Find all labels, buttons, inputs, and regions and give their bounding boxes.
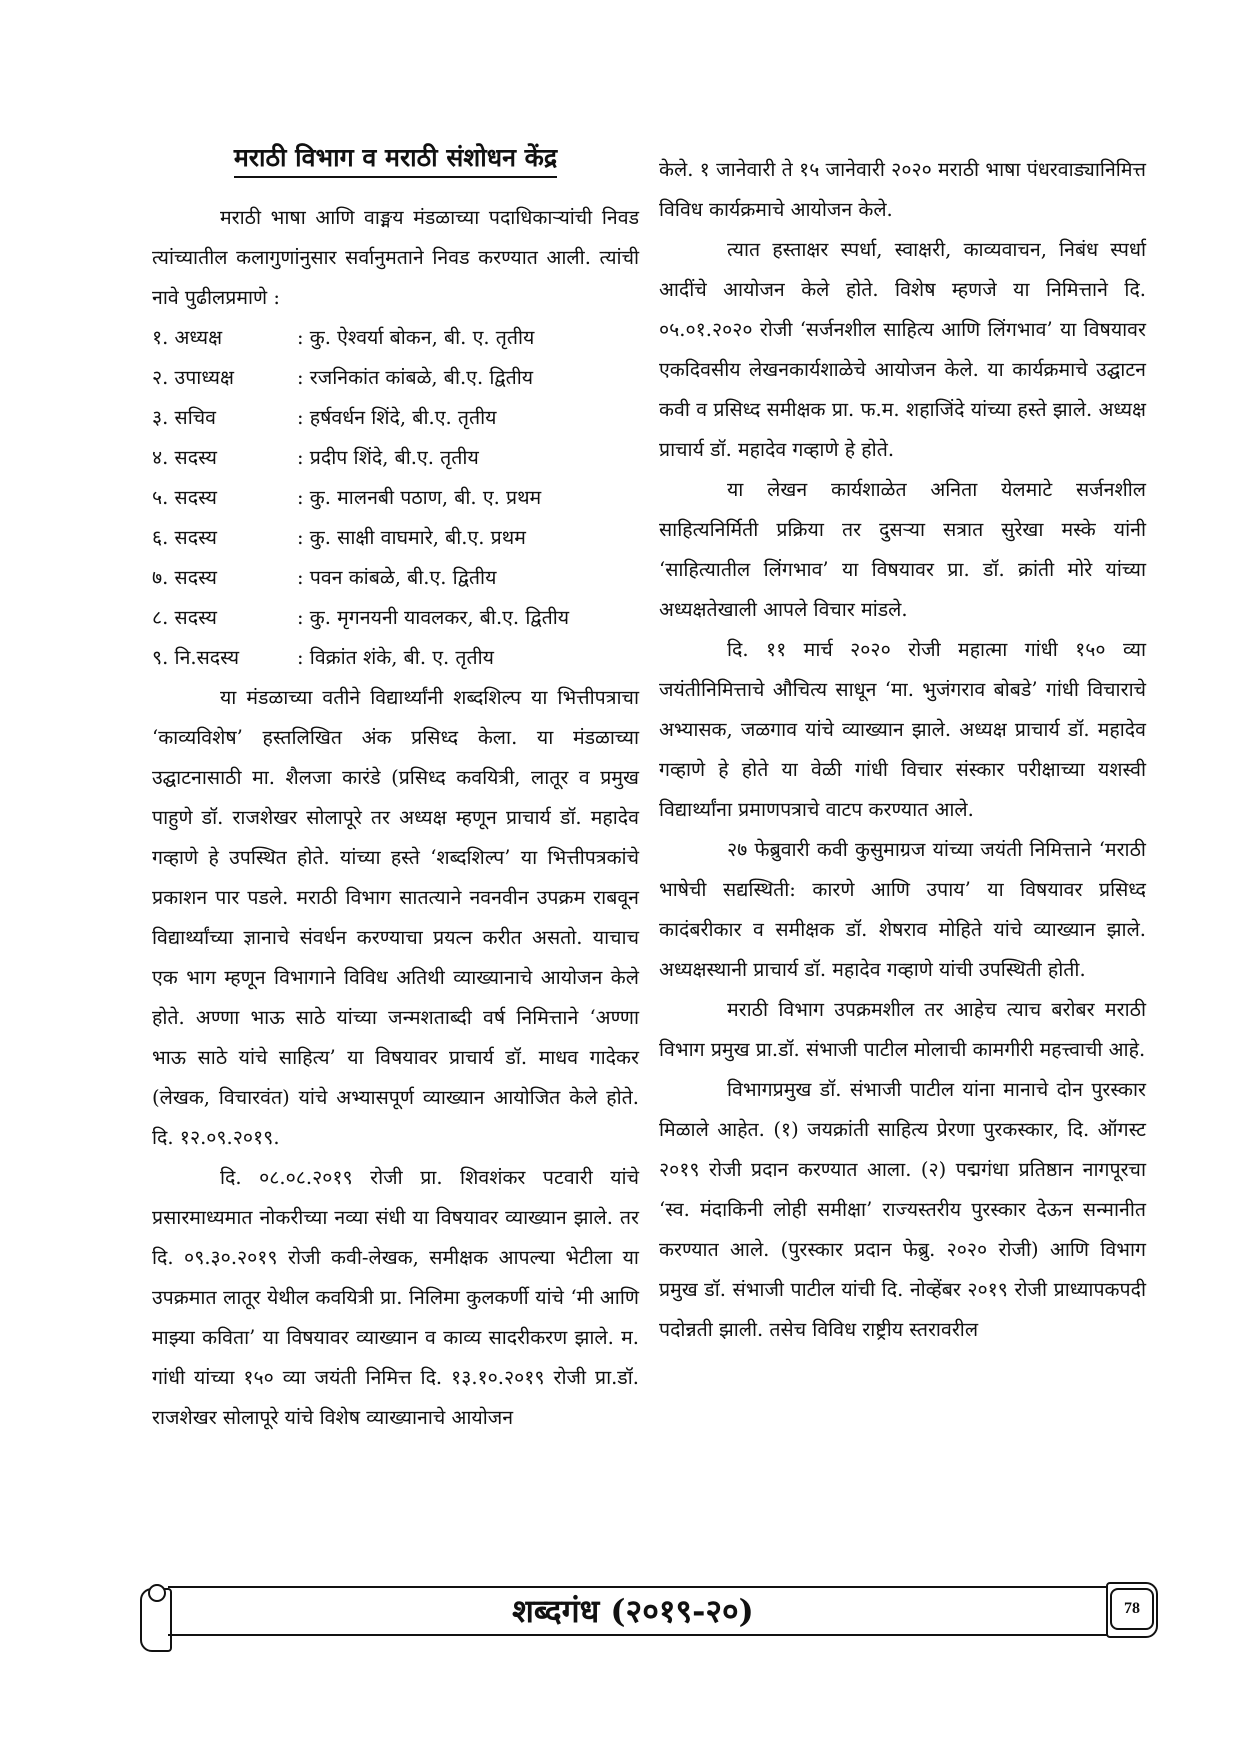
member-role: १. अध्यक्ष <box>152 326 223 349</box>
member-role: ४. सदस्य <box>152 446 217 469</box>
member-name: : कु. मृगनयनी यावलकर, बी.ए. द्वितीय <box>297 606 570 629</box>
member-row <box>152 558 639 598</box>
member-row <box>152 638 639 678</box>
section-title <box>152 140 639 176</box>
body-paragraph: या लेखन कार्यशाळेत अनिता येलमाटे सर्जनशील साहित्यनिर्मिती प्रक्रिया तर दुसऱ्या सत्रात सुरेखा मस्के यांनी ‘साहित्यातील लिंगभाव’ या विषयावर प्रा. डॉ. क्रांती मोरे यांच्या अध्यक्षतेखाली आपले विचार मांडले. <box>659 478 1146 621</box>
member-name: : कु. ऐश्वर्या बोकन, बी. ए. तृतीय <box>297 326 535 349</box>
body-paragraph: या मंडळाच्या वतीने विद्यार्थ्यांनी शब्दशिल्प या भित्तीपत्राचा ‘काव्यविशेष’ हस्तलिखित अंक प्रसिध्द केला. या मंडळाच्या उद्घाटनासाठी मा. शैलजा कारंडे (प्रसिध्द कवयित्री, लातूर व प्रमुख पाहुणे डॉ. राजशेखर सोलापूरे तर अध्यक्ष म्हणून प्राचार्य डॉ. महादेव गव्हाणे हे उपस्थित होते. यांच्या हस्ते ‘शब्दशिल्प’ या भित्तीपत्रकांचे प्रकाशन पार पडले. मराठी विभाग सातत्याने नवनवीन उपक्रम राबवून विद्यार्थ्यांच्या ज्ञानाचे संवर्धन करण्याचा प्रयत्न करीत असतो. याचाच एक भाग म्हणून विभागाने विविध अतिथी व्याख्यानाचे आयोजन केले होते. अण्णा भाऊ साठे यांच्या जन्मशताब्दी वर्ष निमित्ताने ‘अण्णा भाऊ साठे यांचे साहित्य’ या विषयावर प्राचार्य डॉ. माधव गादेकर (लेखक, विचारवंत) यांचे अभ्यासपूर्ण व्याख्यान आयोजित केले होते. दि. १२.०९.२०१९. <box>152 686 639 1149</box>
page-number: 78 <box>1110 1588 1154 1630</box>
member-name: : कु. साक्षी वाघमारे, बी.ए. प्रथम <box>297 526 526 549</box>
member-role: ५. सदस्य <box>152 486 217 509</box>
member-row <box>152 438 639 478</box>
member-name: : हर्षवर्धन शिंदे, बी.ए. तृतीय <box>297 406 497 429</box>
body-paragraph: विभागप्रमुख डॉ. संभाजी पाटील यांना मानाचे दोन पुरस्कार मिळाले आहेत. (१) जयक्रांती साहित्य प्रेरणा पुरकस्कार, दि. ऑगस्ट २०१९ रोजी प्रदान करण्यात आला. (२) पद्मगंधा प्रतिष्ठान नागपूरचा ‘स्व. मंदाकिनी लोही समीक्षा’ राज्यस्तरीय पुरस्कार देऊन सन्मानीत करण्यात आले. (पुरस्कार प्रदान फेब्रु. २०२० रोजी) आणि विभाग प्रमुख डॉ. संभाजी पाटील यांची दि. नोव्हेंबर २०१९ रोजी प्राध्यापकपदी पदोन्नती झाली. तसेच विविध राष्ट्रीय स्तरावरील <box>659 1078 1146 1341</box>
section-title-text: मराठी विभाग व मराठी संशोधन केंद्र <box>234 143 557 178</box>
left-column <box>152 140 639 1438</box>
footer-rule <box>168 1634 1126 1636</box>
member-role: ९. नि.सदस्य <box>152 646 240 669</box>
body-paragraph: केले. १ जानेवारी ते १५ जानेवारी २०२० मराठी भाषा पंधरवाड्यानिमित्त विविध कार्यक्रमाचे आयोजन केले. <box>659 158 1146 221</box>
member-list <box>152 318 639 678</box>
body-paragraph: २७ फेब्रुवारी कवी कुसुमाग्रज यांच्या जयंती निमित्ताने ‘मराठी भाषेची सद्यस्थिती: कारणे आणि उपाय’ या विषयावर प्रसिध्द कादंबरीकार व समीक्षक डॉ. शेषराव मोहिते यांचे व्याख्यान झाले. अध्यक्षस्थानी प्राचार्य डॉ. महादेव गव्हाणे यांची उपस्थिती होती. <box>659 838 1146 981</box>
member-row <box>152 478 639 518</box>
member-role: ७. सदस्य <box>152 566 217 589</box>
body-paragraph: मराठी विभाग उपक्रमशील तर आहेच त्याच बरोबर मराठी विभाग प्रमुख प्रा.डॉ. संभाजी पाटील मोलाची कामगीरी महत्त्वाची आहे. <box>659 998 1146 1061</box>
body-paragraph: त्यात हस्ताक्षर स्पर्धा, स्वाक्षरी, काव्यवाचन, निबंध स्पर्धा आदींचे आयोजन केले होते. विशेष म्हणजे या निमित्ताने दि. ०५.०१.२०२० रोजी ‘सर्जनशील साहित्य आणि लिंगभाव’ या विषयावर एकदिवसीय लेखनकार्यशाळेचे आयोजन केले. या कार्यक्रमाचे उद्घाटन कवी व प्रसिध्द समीक्षक प्रा. फ.म. शहाजिंदे यांच्या हस्ते झाले. अध्यक्ष प्राचार्य डॉ. महादेव गव्हाणे हे होते. <box>659 238 1146 461</box>
member-name: : प्रदीप शिंदे, बी.ए. तृतीय <box>297 446 479 469</box>
member-row <box>152 358 639 398</box>
body-paragraph: दि. ११ मार्च २०२० रोजी महात्मा गांधी १५० व्या जयंतीनिमित्ताचे औचित्य साधून ‘मा. भुजंगराव बोबडे’ गांधी विचाराचे अभ्यासक, जळगाव यांचे व्याख्यान झाले. अध्यक्ष प्राचार्य डॉ. महादेव गव्हाणे हे होते या वेळी गांधी विचार संस्कार परीक्षाच्या यशस्वी विद्यार्थ्यांना प्रमाणपत्राचे वाटप करण्यात आले. <box>659 638 1146 821</box>
publication-title: शब्दगंध (२०१९-२०) <box>512 1592 754 1630</box>
member-name: : पवन कांबळे, बी.ए. द्वितीय <box>297 566 497 589</box>
member-role: ६. सदस्य <box>152 526 217 549</box>
body-paragraph: दि. ०८.०८.२०१९ रोजी प्रा. शिवशंकर पटवारी यांचे प्रसारमाध्यमात नोकरीच्या नव्या संधी या विषयावर व्याख्यान झाले. तर दि. ०९.३०.२०१९ रोजी कवी-लेखक, समीक्षक आपल्या भेटीला या उपक्रमात लातूर येथील कवयित्री प्रा. निलिमा कुलकर्णी यांचे ‘मी आणि माझ्या कविता’ या विषयावर व्याख्यान व काव्य सादरीकरण झाले. म. गांधी यांच्या १५० व्या जयंती निमित्त दि. १३.१०.२०१९ रोजी प्रा.डॉ. राजशेखर सोलापूरे यांचे विशेष व्याख्यानाचे आयोजन <box>152 1166 639 1429</box>
member-name: : रजनिकांत कांबळे, बी.ए. द्वितीय <box>297 366 534 389</box>
intro-paragraph: मराठी भाषा आणि वाङ्मय मंडळाच्या पदाधिकाऱ्यांची निवड त्यांच्यातील कलागुणांनुसार सर्वानुमताने निवड करण्यात आली. त्यांची नावे पुढीलप्रमाणे : <box>152 206 639 309</box>
member-row <box>152 598 639 638</box>
member-role: ३. सचिव <box>152 406 216 429</box>
right-column <box>659 150 1146 1350</box>
member-row <box>152 318 639 358</box>
member-role: २. उपाध्यक्ष <box>152 366 234 389</box>
page-footer <box>140 1582 1160 1662</box>
member-name: : विक्रांत शंके, बी. ए. तृतीय <box>297 646 494 669</box>
member-row <box>152 398 639 438</box>
member-name: : कु. मालनबी पठाण, बी. ए. प्रथम <box>297 486 542 509</box>
member-role: ८. सदस्य <box>152 606 217 629</box>
member-row <box>152 518 639 558</box>
